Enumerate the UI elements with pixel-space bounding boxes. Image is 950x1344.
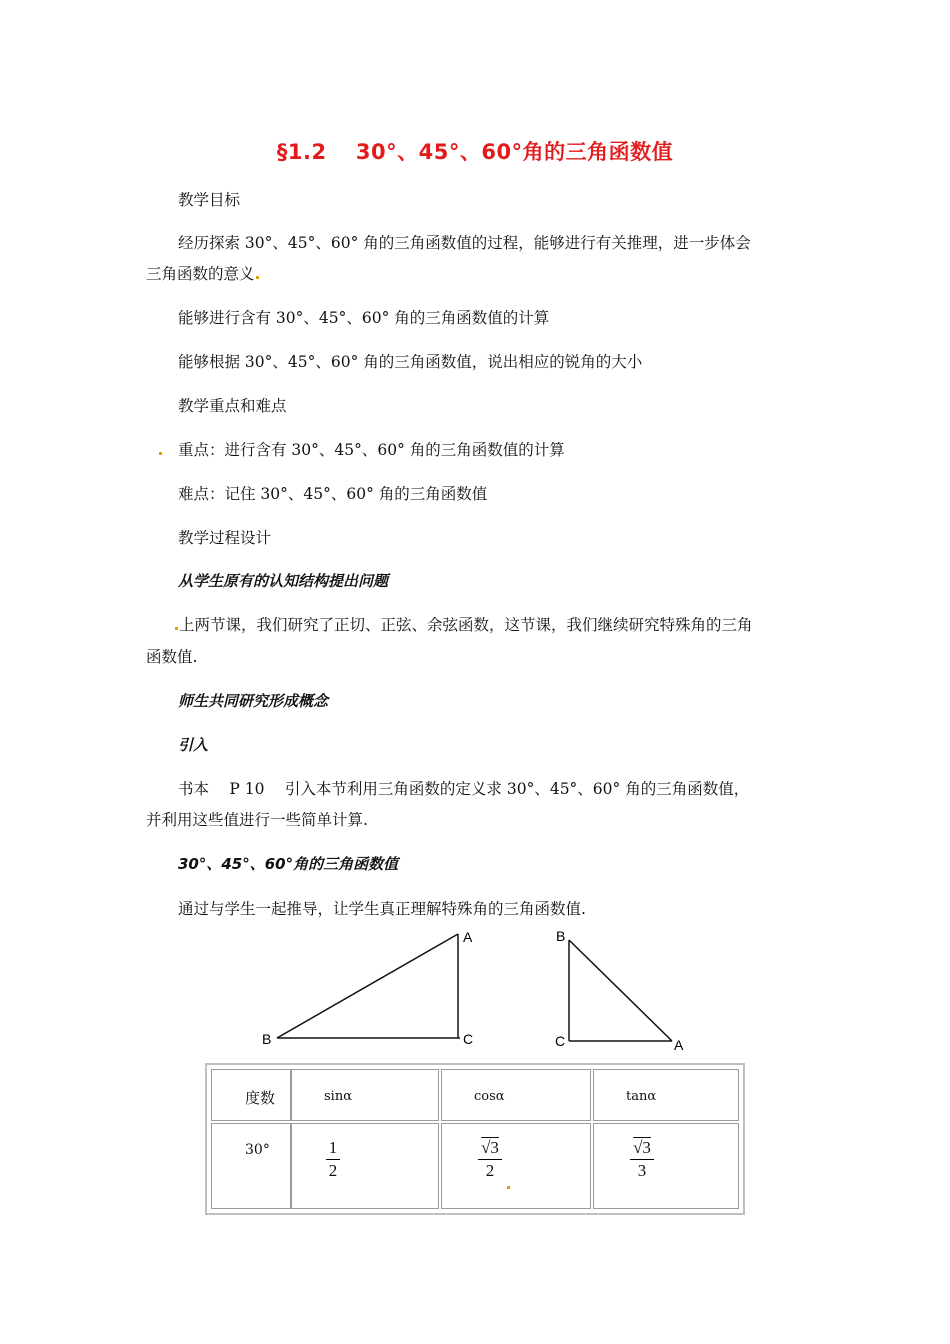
paragraph-1-text: 上两节课，我们研究了正切、正弦、余弦函数，这节课，我们继续研究特殊角的三角 xyxy=(179,616,753,634)
fraction-cos xyxy=(478,1138,502,1181)
table-cell-tan-30 xyxy=(593,1123,739,1209)
denominator: 2 xyxy=(328,1161,338,1180)
label-a-left: A xyxy=(463,929,473,945)
label-a-right: A xyxy=(674,1037,684,1053)
table-cell-sin-30 xyxy=(291,1123,439,1209)
label-c-right: C xyxy=(555,1033,566,1049)
fraction-tan xyxy=(630,1138,654,1181)
numerator: √3 xyxy=(481,1138,499,1157)
objective-1-text: 三角函数的意义 xyxy=(146,265,255,283)
section-heading-1: 从学生原有的认知结构提出问题 xyxy=(178,572,389,590)
degree-text: 30° xyxy=(245,1142,270,1158)
denominator: 2 xyxy=(485,1161,495,1180)
objective-3: 能够根据 30°、45°、60° 角的三角函数值，说出相应的锐角的大小 xyxy=(178,353,643,371)
fraction-bar xyxy=(478,1159,502,1160)
process-heading: 教学过程设计 xyxy=(178,529,272,547)
header-text: 度数 xyxy=(245,1089,276,1107)
paragraph-2-line-2: 并利用这些值进行一些简单计算. xyxy=(146,811,368,829)
table-header-tan xyxy=(593,1069,739,1121)
table-cell-cos-30 xyxy=(441,1123,591,1209)
denominator: 3 xyxy=(637,1161,647,1180)
fraction-bar xyxy=(630,1159,654,1160)
objective-2: 能够进行含有 30°、45°、60° 角的三角函数值的计算 xyxy=(178,309,550,327)
fraction-sin xyxy=(326,1138,340,1181)
paragraph-2-line-1: 书本 P 10 引入本节利用三角函数的定义求 30°、45°、60° 角的三角函数值， xyxy=(178,780,750,798)
marker-dot xyxy=(507,1186,510,1189)
header-text: tanα xyxy=(626,1089,657,1104)
section-heading-2: 师生共同研究形成概念 xyxy=(178,692,329,710)
difficulty: 难点：记住 30°、45°、60° 角的三角函数值 xyxy=(178,485,488,503)
header-text: sinα xyxy=(324,1089,352,1104)
section-heading-3: 引入 xyxy=(178,736,209,754)
objectives-heading: 教学目标 xyxy=(178,191,241,209)
key-heading: 教学重点和难点 xyxy=(178,397,287,415)
table-header-sin xyxy=(291,1069,439,1121)
numerator: 1 xyxy=(328,1138,338,1157)
key-point: 重点：进行含有 30°、45°、60° 角的三角函数值的计算 xyxy=(178,441,565,459)
header-text: cosα xyxy=(474,1089,505,1104)
paragraph-3: 通过与学生一起推导，让学生真正理解特殊角的三角函数值. xyxy=(178,900,586,918)
table-header-degree xyxy=(211,1069,291,1121)
numerator: √3 xyxy=(633,1138,651,1157)
triangle-left xyxy=(277,934,460,1038)
triangle-right xyxy=(569,940,672,1041)
paragraph-1-line-2: 函数值. xyxy=(146,648,198,666)
table-row-30-degree xyxy=(211,1123,291,1209)
fraction-bar xyxy=(326,1159,340,1160)
page-title: §1.2 30°、45°、60°角的三角函数值 xyxy=(276,140,674,164)
table-header-cos xyxy=(441,1069,591,1121)
trig-table xyxy=(205,1063,745,1215)
label-c-left: C xyxy=(463,1031,474,1047)
label-b-right: B xyxy=(556,928,566,944)
section-heading-4: 30°、45°、60°角的三角函数值 xyxy=(178,855,399,873)
label-b-left: B xyxy=(262,1031,272,1047)
objective-1-line-1: 经历探索 30°、45°、60° 角的三角函数值的过程，能够进行有关推理，进一步体会 xyxy=(178,234,751,252)
